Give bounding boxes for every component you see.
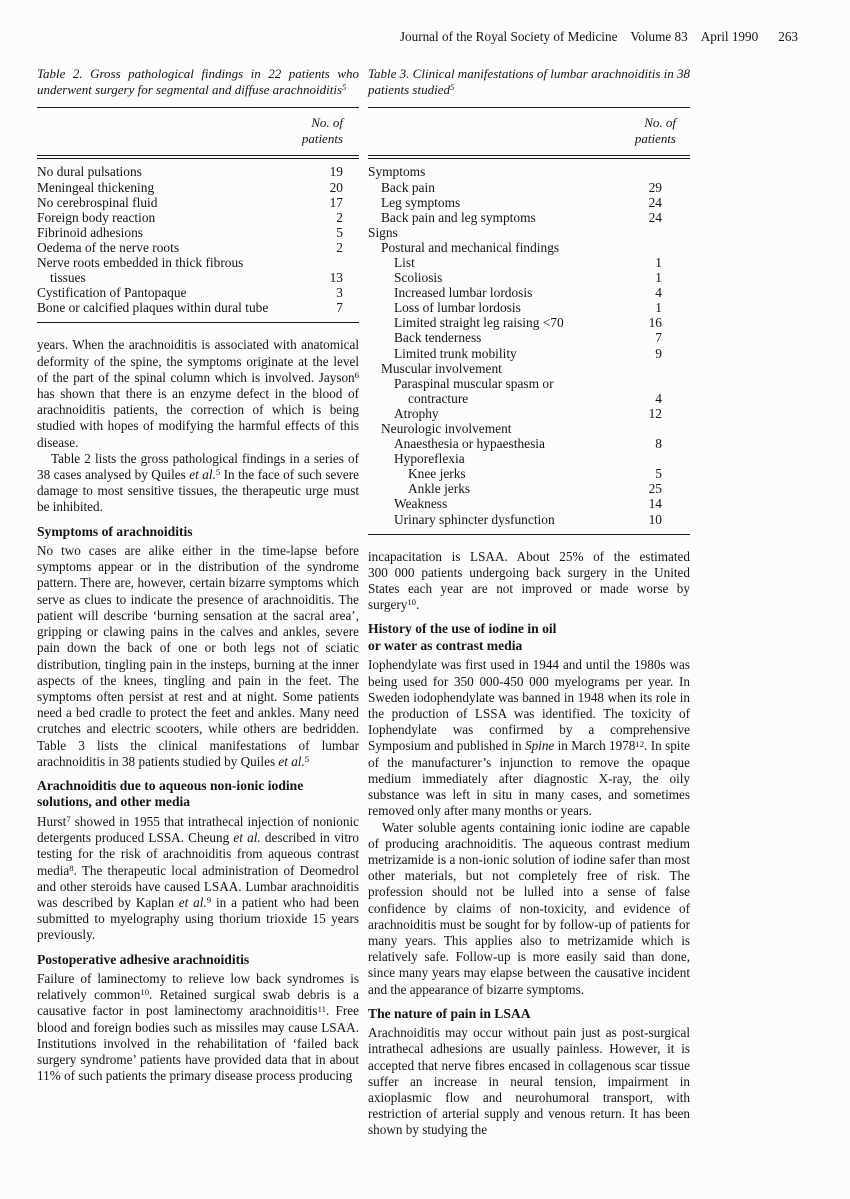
row-label: Back pain (381, 179, 435, 195)
row-value: 13 (329, 270, 343, 286)
row-label: Signs (368, 224, 398, 240)
table-3-body (368, 159, 690, 533)
row-value (622, 361, 662, 376)
table-row (368, 210, 690, 225)
table-row (368, 195, 690, 210)
row-label: No cerebrospinal fluid (37, 194, 158, 210)
issue-date: April 1990 (700, 29, 759, 44)
row-value: 4 (655, 390, 662, 406)
row-label: Loss of lumbar lordosis (394, 300, 521, 316)
col-header-line: No. of (644, 115, 676, 131)
row-label: Hyporeflexia (394, 451, 465, 467)
table-row (37, 255, 359, 270)
row-value (622, 240, 662, 255)
table-row (368, 466, 690, 481)
row-label: Oedema of the nerve roots (37, 239, 180, 255)
row-label: Cystification of Pantopaque (37, 285, 187, 301)
right-column (368, 66, 690, 1139)
table-row (368, 180, 690, 195)
row-label: Paraspinal muscular spasm or (394, 375, 554, 391)
row-value: 1 (655, 270, 662, 286)
row-label: Leg symptoms (381, 194, 461, 210)
row-value: 7 (655, 330, 662, 346)
two-column-body (37, 66, 690, 1139)
row-label: Muscular involvement (381, 360, 502, 376)
row-value: 24 (648, 209, 662, 225)
table-row (368, 512, 690, 527)
table-row (37, 300, 359, 315)
table-row (368, 436, 690, 451)
heading-line: or water as contrast media (368, 637, 523, 653)
body-paragraph: Water soluble agents containing ionic iodine are capable of producing arachnoiditis. The aqueous contrast medium metrizamide is a non-ionic solution of iodine safer than most other materials, but not completely free of risk. The profession should not be lulled into a sense of false confidence by claims of non-toxicity, and evidence of arachnoiditis must be sought for by follow-up of patients for many years. This applies also to metrizamide which is relatively safe. Follow-up is more easily said than done, since many years may elapse between the causative incident and the appearance of bizarre symptoms. (368, 819, 690, 997)
table-row (368, 270, 690, 285)
row-value: 7 (336, 300, 343, 316)
volume-label: Volume 83 (630, 29, 688, 44)
heading-line: Postoperative adhesive arachnoiditis (37, 951, 250, 967)
row-label: Weakness (394, 496, 448, 512)
row-label: tissues (50, 270, 86, 286)
row-value: 4 (655, 285, 662, 301)
row-label: Foreign body reaction (37, 209, 156, 225)
table-row (37, 240, 359, 255)
table-row (37, 210, 359, 225)
table-2 (37, 66, 359, 323)
row-value: 25 (648, 481, 662, 497)
row-label: Neurologic involvement (381, 421, 512, 436)
row-value: 29 (648, 179, 662, 195)
row-value (622, 451, 662, 466)
table-rule (37, 322, 359, 323)
row-value: 2 (336, 209, 343, 225)
table-rule (368, 534, 690, 535)
table-row (368, 496, 690, 511)
row-value: 14 (648, 496, 662, 512)
row-value: 2 (336, 239, 343, 255)
col-header-line: patients (301, 130, 343, 146)
row-value: 10 (648, 511, 662, 527)
table-row (37, 285, 359, 300)
row-label: Meningeal thickening (37, 179, 155, 195)
row-value: 5 (336, 224, 343, 240)
row-label: Limited straight leg raising <70 (394, 315, 564, 331)
row-label: Ankle jerks (408, 481, 471, 497)
table-row (37, 180, 359, 195)
left-column (37, 66, 359, 1139)
table-row (368, 255, 690, 270)
table-row (368, 330, 690, 345)
table-row (368, 481, 690, 496)
heading-line: solutions, and other media (37, 794, 191, 810)
row-label: List (394, 254, 415, 270)
row-label: Back pain and leg symptoms (381, 209, 536, 225)
table-row (368, 346, 690, 361)
table-3-column-header (368, 108, 690, 155)
table-3-caption: Table 3. Clinical manifestations of lumbar arachnoiditis in 38 patients studied$^5$ (368, 66, 691, 98)
body-paragraph: Failure of laminectomy to relieve low back syndromes is relatively common$^{10}$. Retained surgical swab debris is a causative factor in post laminectomy arachnoiditis$^{11}$. Free blood and foreign bodies such as missiles may cause LSAA. Institutions involved in the rehabilitation of ‘failed back surgery syndrome’ patients have provided data that in about 11% of such patients the primary disease process producing (37, 971, 360, 1084)
table-row (37, 195, 359, 210)
heading-line: Symptoms of arachnoiditis (37, 523, 193, 539)
row-value (622, 164, 662, 179)
row-label: Back tenderness (394, 330, 482, 346)
row-label: Nerve roots embedded in thick fibrous (37, 254, 244, 270)
section-heading-aqueous (37, 778, 359, 811)
row-value (622, 421, 662, 436)
table-2-column-header (37, 108, 359, 155)
row-label: Bone or calcified plaques within dural tube (37, 300, 269, 316)
row-value: 16 (648, 315, 662, 331)
row-value: 5 (655, 466, 662, 482)
row-value (622, 376, 662, 391)
row-value: 3 (336, 285, 343, 301)
heading-line: The nature of pain in LSAA (368, 1005, 531, 1021)
row-label: Limited trunk mobility (394, 345, 517, 361)
row-value: 19 (329, 164, 343, 180)
row-label: Anaesthesia or hypaesthesia (394, 436, 545, 452)
row-label: Scoliosis (394, 270, 443, 286)
table-row (368, 164, 690, 179)
row-label: Fibrinoid adhesions (37, 224, 144, 240)
section-heading-nature-of-pain (368, 1006, 690, 1023)
row-value: 20 (329, 179, 343, 195)
row-value: 9 (655, 345, 662, 361)
col-header-line: patients (634, 130, 676, 146)
row-label: Symptoms (368, 164, 426, 180)
heading-line: Arachnoiditis due to aqueous non-ionic iodine (37, 777, 304, 793)
row-value: 1 (655, 254, 662, 270)
table-row (368, 421, 690, 436)
table-row (368, 451, 690, 466)
row-label: No dural pulsations (37, 164, 142, 180)
row-value: 1 (655, 300, 662, 316)
body-paragraph: No two cases are alike either in the time-lapse before symptoms appear or in the distribution of the syndrome pattern. There are, however, certain bizarre symptoms which serve as clues to indicate the presence of arachnoiditis. The patient will describe ‘burning sensation at the sacral area’, gripping or clawing pains in the calves and ankles, severe pain down the back of one or both legs not of sciatic distribution, tingling pain in the insteps, burning at the inner aspects of the knees, tingling and pain in the feet. The symptoms often persist at rest and at night. Some patients need a bed cradle to protect the feet and ankles. Many need crutches and electric scooters, while others are bedridden. Table 3 lists the clinical manifestations of lumbar arachnoiditis in 38 patients studied by Quiles et al.$^5$ (37, 543, 359, 769)
page-header (400, 29, 798, 45)
body-paragraph: incapacitation is LSAA. About 25% of the estimated 300 000 patients undergoing back surgery in the United States each year are not improved or made worse by surgery$^{10}$. (368, 548, 690, 613)
row-label: Knee jerks (408, 466, 466, 482)
table-row (368, 406, 690, 421)
table-row (37, 164, 359, 179)
row-value (622, 225, 662, 240)
table-row (37, 270, 359, 285)
section-heading-history (368, 621, 690, 654)
body-paragraph: Iophendylate was first used in 1944 and until the 1980s was being used for 350 000-450 000 myelograms per year. In Sweden iodophendylate was banned in 1948 when its role in the production of LSSA was identified. The toxicity of Iophendylate was confirmed by a comprehensive Symposium and published in Spine in March 1978$^{12}$. In spite of the manufacturer’s injunction to remove the opaque medium immediately after diagnostic X-ray, the oily substance was left in situ in many cases, and sometimes removed only after many months or years. (368, 657, 690, 819)
table-2-body (37, 159, 359, 322)
row-value (303, 255, 343, 270)
row-value: 17 (329, 194, 343, 210)
row-label: contracture (408, 390, 469, 406)
section-heading-postoperative (37, 952, 359, 969)
table-row (368, 300, 690, 315)
row-label: Postural and mechanical findings (381, 239, 560, 255)
table-3 (368, 66, 690, 535)
body-paragraph: Arachnoiditis may occur without pain just as post-surgical intrathecal adhesions are usually painless. However, it is accepted that nerve fibres encased in collagenous scar tissue suffer an increase in neural tension, impairment in axioplasmic flow and neurohumoral transport, with restriction of arterial supply and venous return. It has been shown by studying the (368, 1025, 690, 1138)
row-value: 8 (655, 436, 662, 452)
page-number: 263 (778, 29, 798, 44)
table-row (368, 376, 690, 391)
table-row (368, 391, 690, 406)
row-value: 12 (648, 405, 662, 421)
row-label: Atrophy (394, 405, 439, 421)
table-row (37, 225, 359, 240)
table-row (368, 285, 690, 300)
table-row (368, 315, 690, 330)
body-paragraph: Hurst$^7$ showed in 1955 that intrathecal injection of nonionic detergents produced LSSA. Cheung et al. described in vitro testing for the risk of arachnoiditis from aqueous contrast media$^8$. The therapeutic local administration of Deomedrol and other steroids have caused LSAA. Lumbar arachnoiditis was described by Kaplan et al.$^9$ in a patient who had been submitted to myelography using thorium trioxide 15 years previously. (37, 813, 359, 943)
table-row (368, 225, 690, 240)
body-paragraph: Table 2 lists the gross pathological findings in a series of 38 cases analysed by Quiles et al.$^5$ In the face of such severe damage to most sensitive tissues, the therapeutic urge must be inhibited. (37, 450, 359, 515)
heading-line: History of the use of iodine in oil (368, 621, 557, 637)
row-label: Increased lumbar lordosis (394, 285, 533, 301)
row-label: Urinary sphincter dysfunction (394, 511, 555, 527)
table-row (368, 361, 690, 376)
section-heading-symptoms (37, 524, 359, 541)
table-2-caption: Table 2. Gross pathological findings in 22 patients who underwent surgery for segmental and diffuse arachnoiditis$^5$ (37, 66, 359, 98)
col-header-line: No. of (311, 115, 343, 131)
journal-title: Journal of the Royal Society of Medicine (399, 29, 618, 44)
table-row (368, 240, 690, 255)
row-value: 24 (648, 194, 662, 210)
body-paragraph: years. When the arachnoiditis is associated with anatomical deformity of the spine, the symptoms originate at the level of the part of the spinal column which is involved. Jayson$^6$ has shown that there is an enzyme defect in the blood of arachnoiditis patients, the correction of which is being studied with hopes of modifying the harmful effects of this disease. (37, 337, 359, 450)
